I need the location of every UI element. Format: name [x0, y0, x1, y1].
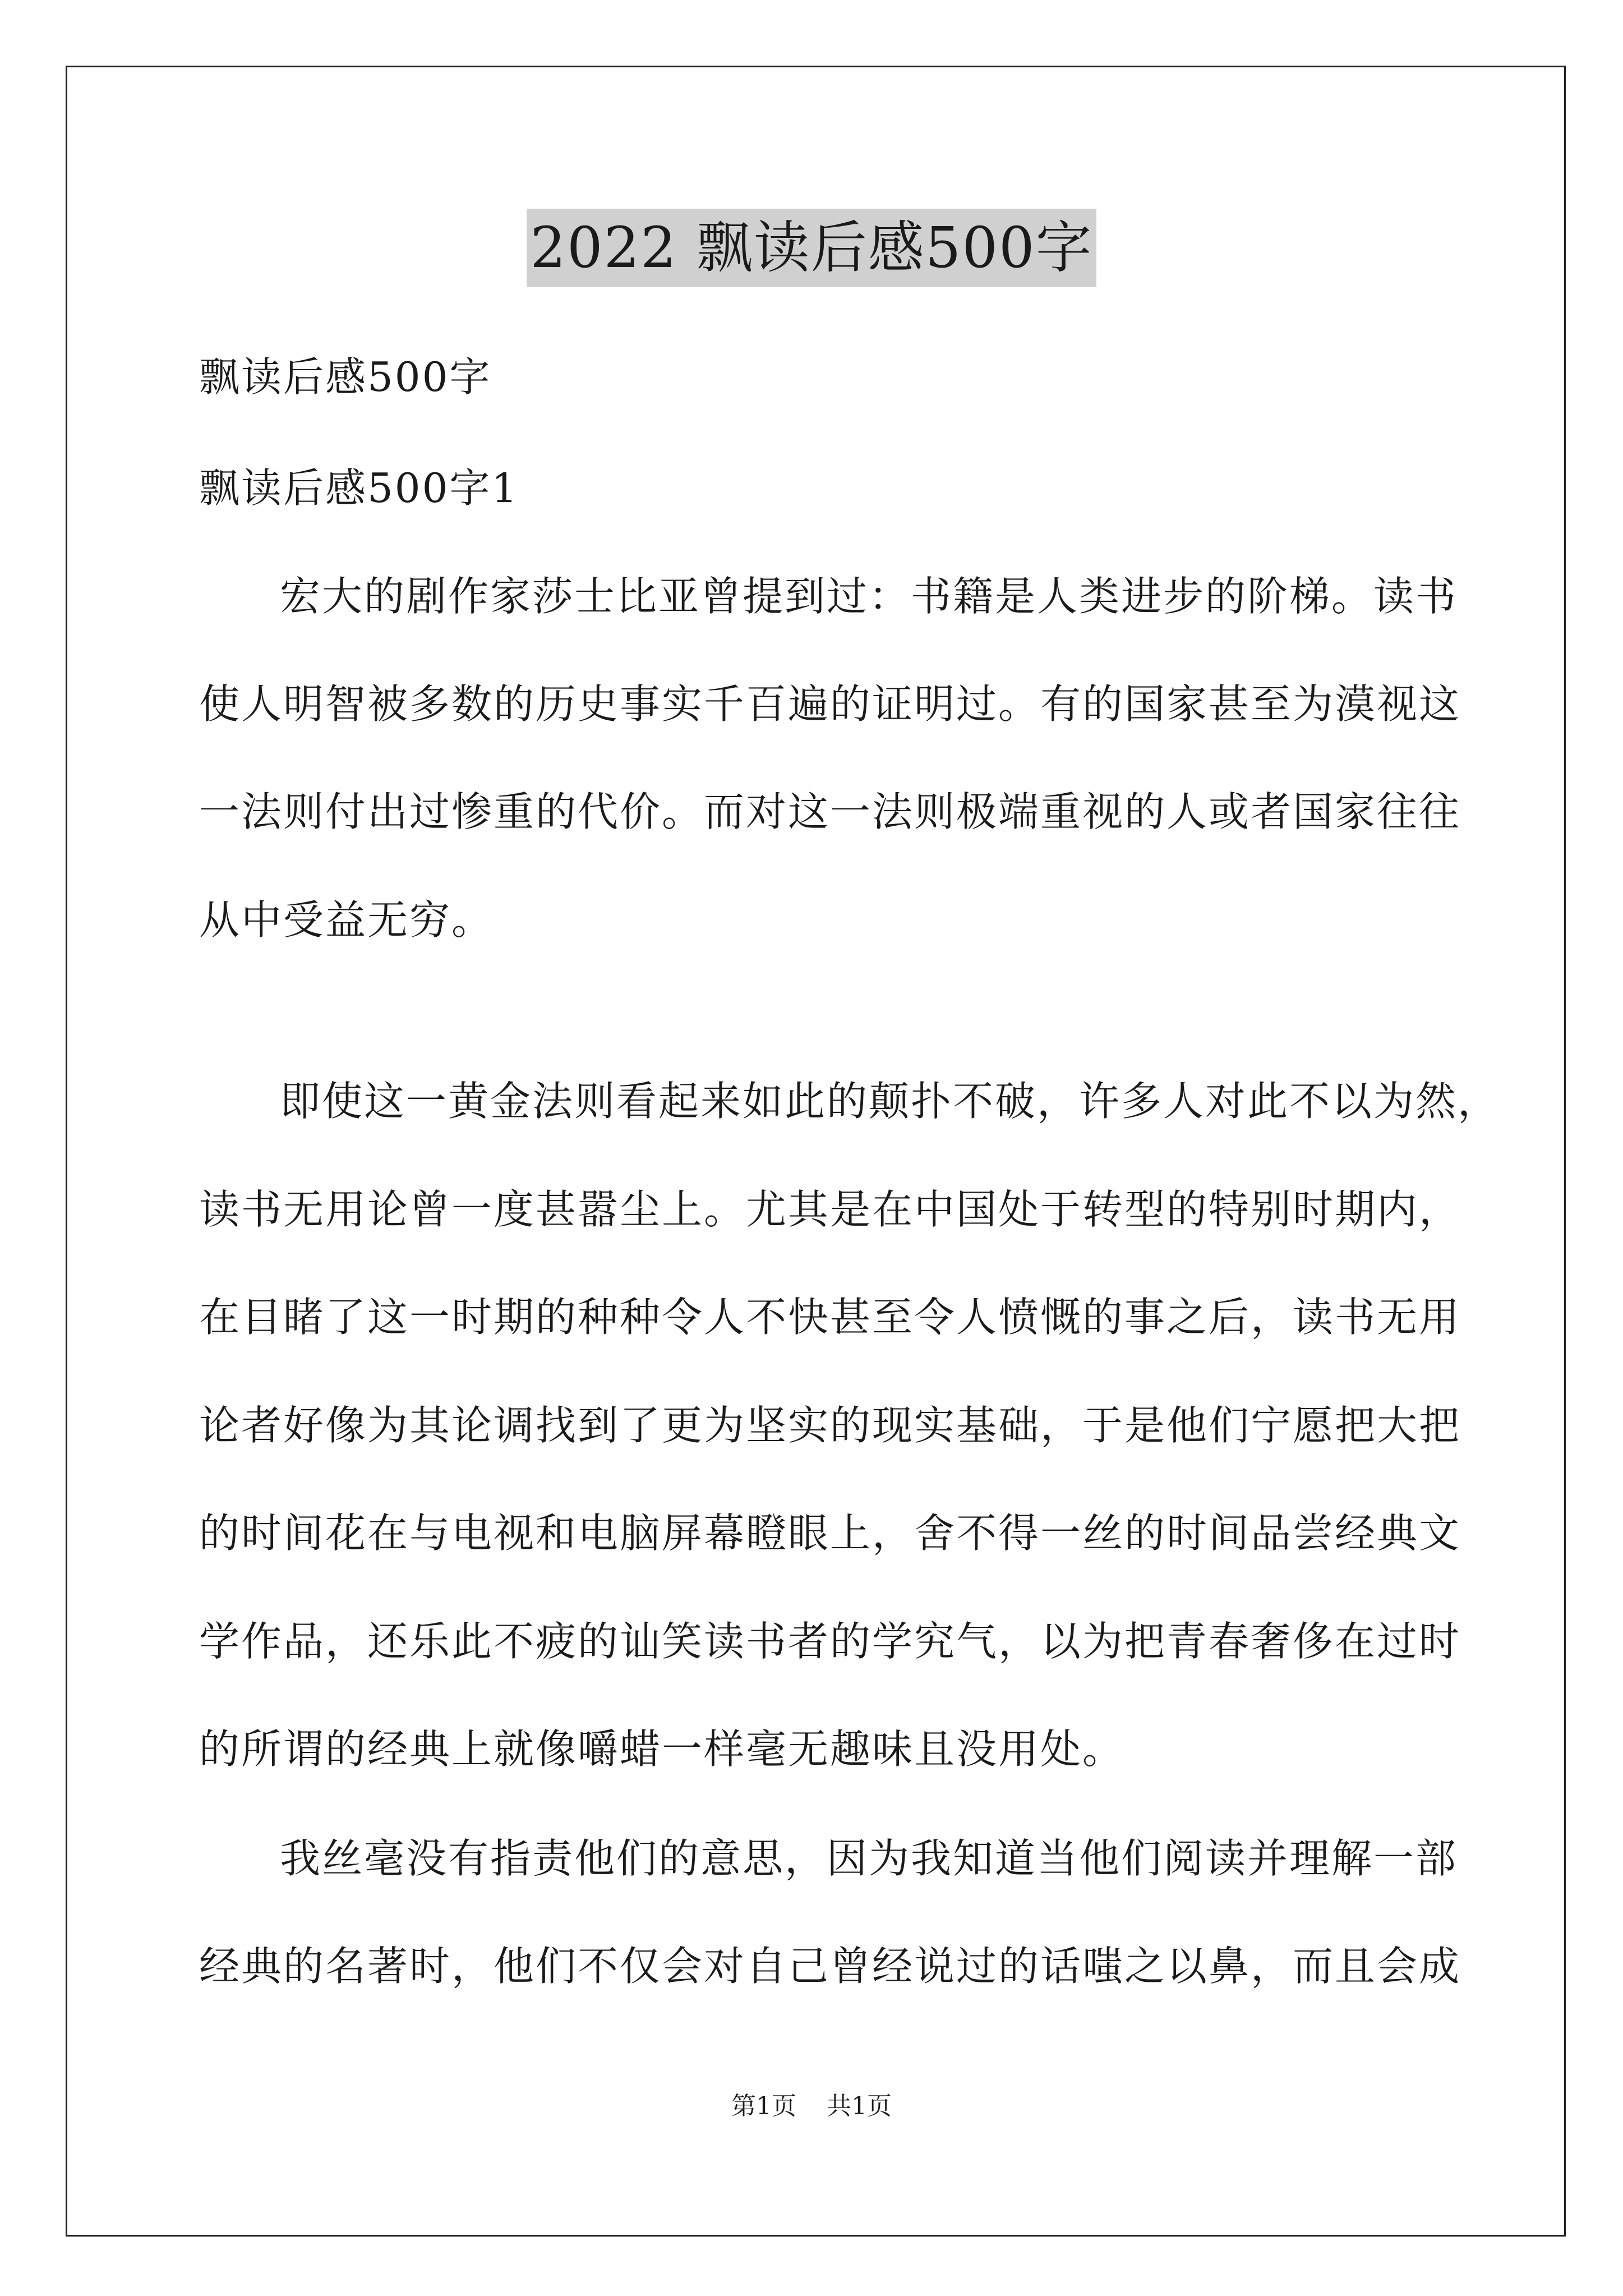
document-title: 2022 飘读后感500字 — [527, 209, 1096, 287]
paragraph-line: 从中受益无穷。 — [199, 896, 494, 944]
paragraph-line: 在目睹了这一时期的种种令人不快甚至令人愤慨的事之后，读书无用 — [199, 1294, 1461, 1341]
paragraph-line: 的所谓的经典上就像嚼蜡一样毫无趣味且没用处。 — [199, 1726, 1125, 1773]
paragraph-line: 论者好像为其论调找到了更为坚实的现实基础，于是他们宁愿把大把 — [199, 1402, 1461, 1449]
paragraph-line: 使人明智被多数的历史事实千百遍的证明过。有的国家甚至为漠视这 — [199, 680, 1461, 728]
page-number: 第1页 — [731, 2092, 796, 2120]
page-total: 共1页 — [827, 2092, 892, 2120]
paragraph-line: 我丝毫没有指责他们的意思，因为我知道当他们阅读并理解一部 — [280, 1835, 1458, 1882]
paragraph-line: 即使这一黄金法则看起来如此的颠扑不破，许多人对此不以为然， — [280, 1078, 1500, 1125]
paragraph-line: 读书无用论曾一度甚嚣尘上。尤其是在中国处于转型的特别时期内， — [199, 1186, 1461, 1233]
page-footer — [0, 2090, 1623, 2123]
paragraph-line: 经典的名著时，他们不仅会对自己曾经说过的话嗤之以鼻，而且会成 — [199, 1943, 1461, 1990]
subtitle-line: 飘读后感500字1 — [199, 464, 519, 512]
paragraph-line: 一法则付出过惨重的代价。而对这一法则极端重视的人或者国家往往 — [199, 788, 1461, 835]
title-container — [0, 209, 1623, 287]
paragraph-line: 宏大的剧作家莎士比亚曾提到过：书籍是人类进步的阶梯。读书 — [280, 573, 1458, 620]
paragraph-line: 学作品，还乐此不疲的讪笑读书者的学究气，以为把青春奢侈在过时 — [199, 1618, 1461, 1665]
subtitle-line: 飘读后感500字 — [199, 353, 492, 401]
paragraph-line: 的时间花在与电视和电脑屏幕瞪眼上，舍不得一丝的时间品尝经典文 — [199, 1510, 1461, 1557]
